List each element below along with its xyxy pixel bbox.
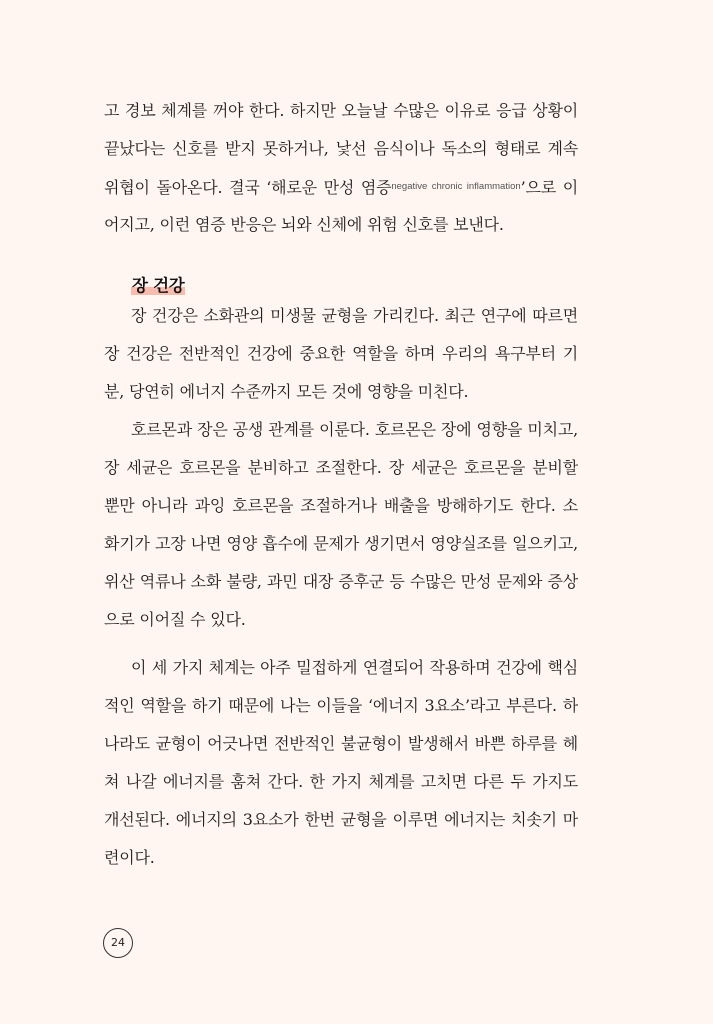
- paragraph-inflammation: [104, 92, 578, 244]
- text-fragment: ’으로 이: [520, 178, 578, 197]
- paragraph-gut-health: [104, 297, 578, 639]
- text-line: 장 세균은 호르몬을 분비하고 조절한다. 장 세균은 호르몬을 분비할: [104, 458, 578, 477]
- text-line: 으로 이어질 수 있다.: [104, 610, 246, 629]
- text-line: 호르몬과 장은 공생 관계를 이룬다. 호르몬은 장에 영향을 미치고,: [131, 420, 578, 439]
- text-line: 이 세 가지 체계는 아주 밀접하게 연결되어 작용하며 건강에 핵심: [131, 658, 578, 677]
- text-fragment: 위협이 돌아온다. 결국 ‘해로운 만성 염증: [104, 178, 392, 197]
- text-line: 장 건강은 소화관의 미생물 균형을 가리킨다. 최근 연구에 따르면: [131, 306, 578, 325]
- text-line: 개선된다. 에너지의 3요소가 한번 균형을 이루면 에너지는 치솟기 마: [104, 810, 578, 829]
- english-gloss: negative chronic inflammation: [391, 181, 521, 192]
- text-line: 분, 당연히 에너지 수준까지 모든 것에 영향을 미친다.: [104, 382, 469, 401]
- text-line: 끝났다는 신호를 받지 못하거나, 낯선 음식이나 독소의 형태로 계속: [104, 139, 578, 158]
- text-line: 적인 역할을 하기 때문에 나는 이들을 ‘에너지 3요소’라고 부른다. 하: [104, 696, 578, 715]
- page-number: 24: [103, 928, 133, 958]
- heading-text: 장 건강: [132, 276, 185, 295]
- text-line: 뿐만 아니라 과잉 호르몬을 조절하거나 배출을 방해하기도 한다. 소: [104, 496, 578, 515]
- text-line: 위산 역류나 소화 불량, 과민 대장 증후군 등 수많은 만성 문제와 증상: [104, 572, 578, 591]
- text-line: 화기가 고장 나면 영양 흡수에 문제가 생기면서 영양실조를 일으키고,: [104, 534, 578, 553]
- text-line: 어지고, 이런 염증 반응은 뇌와 신체에 위험 신호를 보낸다.: [104, 215, 504, 234]
- section-heading: [131, 272, 185, 296]
- text-line: 련이다.: [104, 848, 155, 867]
- text-line: 나라도 균형이 어긋나면 전반적인 불균형이 발생해서 바쁜 하루를 헤: [104, 734, 578, 753]
- text-line-with-gloss: [104, 168, 578, 206]
- paragraph-energy-triad: [104, 649, 578, 877]
- text-line: 장 건강은 전반적인 건강에 중요한 역할을 하며 우리의 욕구부터 기: [104, 344, 578, 363]
- text-line: 쳐 나갈 에너지를 훔쳐 간다. 한 가지 체계를 고치면 다른 두 가지도: [104, 772, 578, 791]
- text-line: 고 경보 체계를 꺼야 한다. 하지만 오늘날 수많은 이유로 응급 상황이: [104, 101, 578, 120]
